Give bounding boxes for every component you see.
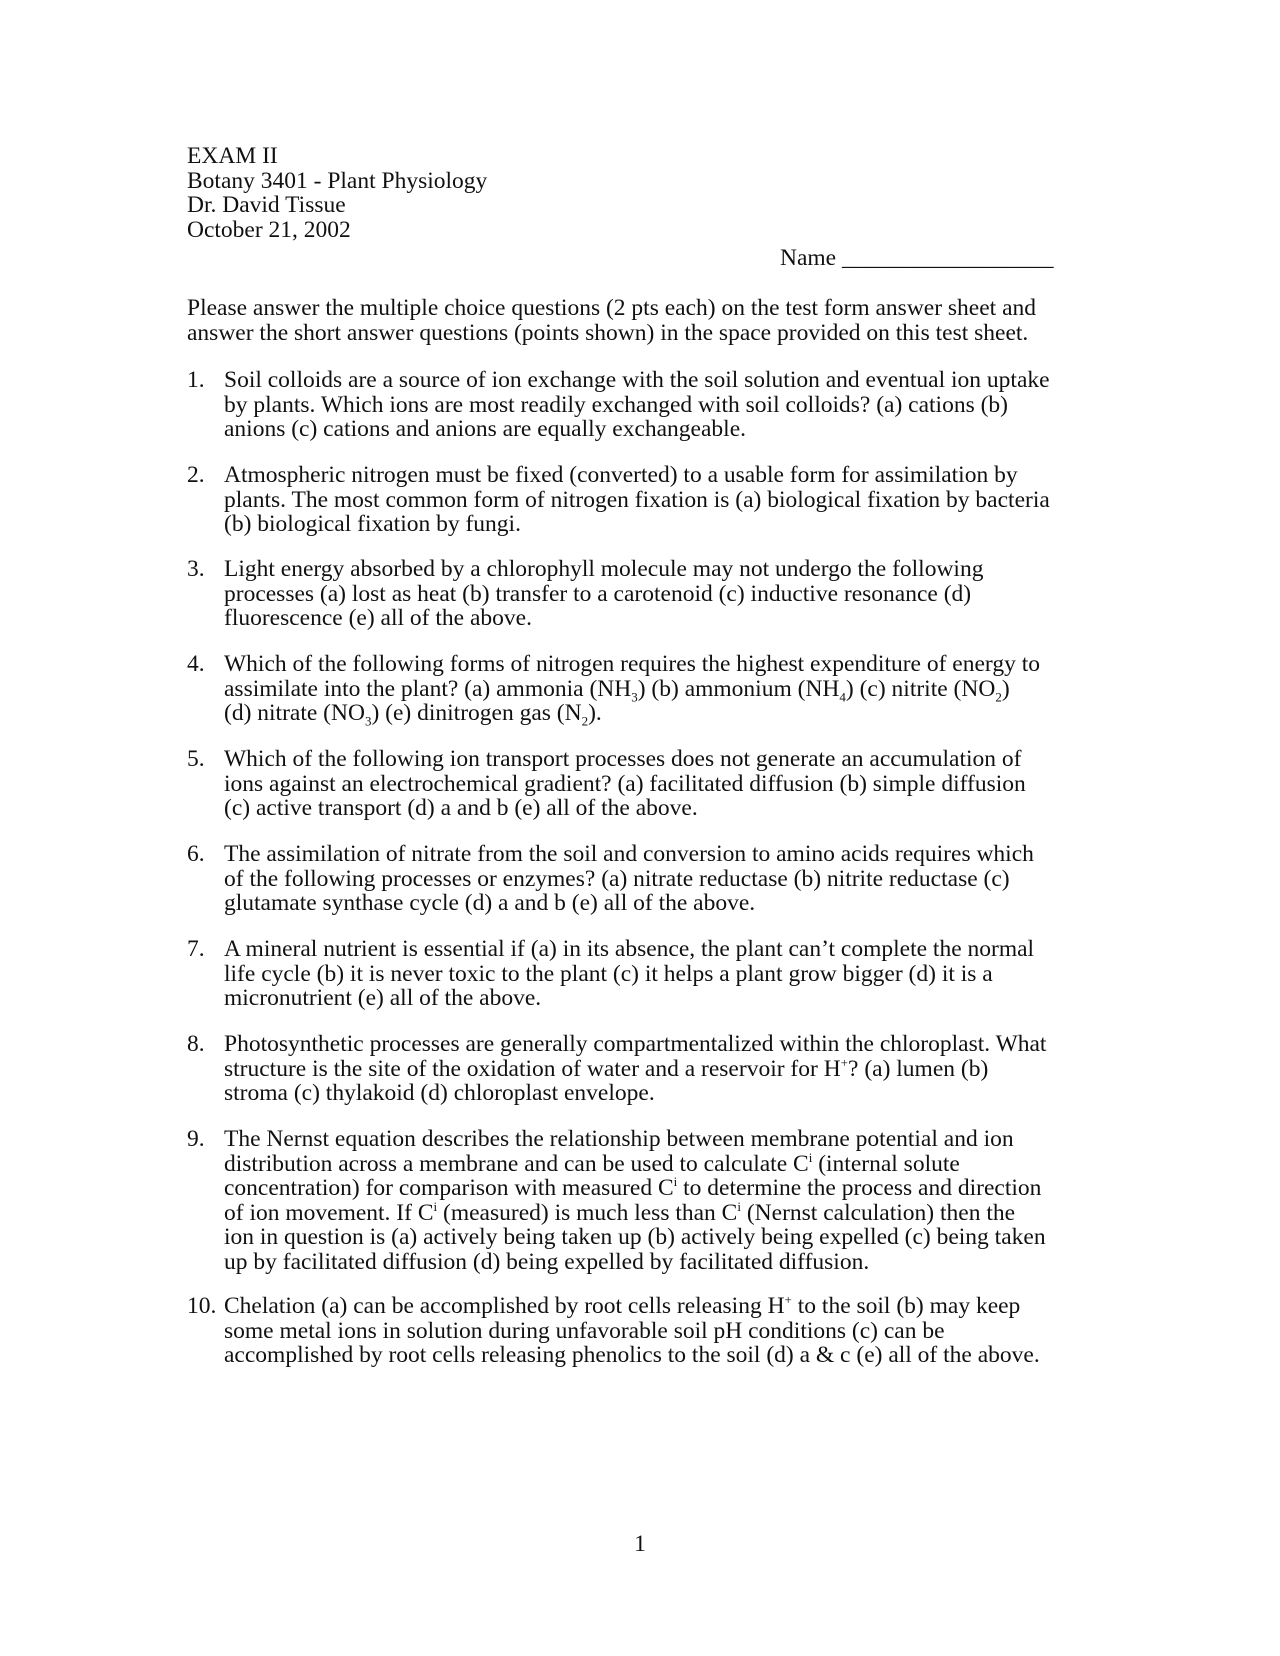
question-line: (d) nitrate $(NO_3)$ (e) dinitrogen gas $(N_2)$. [224,700,602,729]
question-line: Soil colloids are a source of ion exchange with the soil solution and eventual ion uptake [224,367,1050,393]
question-line: plants. The most common form of nitrogen fixation is (a) biological fixation by bacteria [224,486,1050,513]
question-text [224,557,983,631]
question-line: Light energy absorbed by a chlorophyll molecule may not undergo the following [224,556,984,582]
question-line: up by facilitated diffusion (d) being expelled by facilitated diffusion. [224,1248,870,1275]
exam-title: EXAM II [187,143,278,169]
instructions [187,296,1087,345]
question-line: distribution across a membrane and can be used to calculate $C^i$ (internal solute [224,1149,960,1177]
question-number: 1. [187,367,205,393]
question-line: (b) biological fixation by fungi. [224,511,521,537]
question-line: Which of the following ion transport processes does not generate an accumulation of [224,746,1022,772]
question-text [224,1127,1046,1274]
question-line: (c) active transport (d) a and b (e) all of the above. [224,795,698,821]
exam-date: October 21, 2002 [187,216,351,243]
question-line: stroma (c) thylakoid (d) chloroplast envelope. [224,1080,655,1106]
question-line: processes (a) lost as heat (b) transfer to a carotenoid (c) inductive resonance (d) [224,580,972,607]
instructions-line: answer the short answer questions (points shown) in the space provided on this test sheet. [187,319,1029,346]
question-line: ions against an electrochemical gradient? (a) facilitated diffusion (b) simple diffusion [224,770,1026,797]
question-number: 8. [187,1031,205,1057]
instructions-line: Please answer the multiple choice questions (2 pts each) on the test form answer sheet and [187,295,1037,321]
question-number: 3. [187,556,205,582]
question-text [224,842,1034,916]
question-line: of ion movement. If $C^i$ (measured) is much less than $C^i$ (Nernst calculation) then the [224,1198,1016,1226]
question-line: micronutrient (e) all of the above. [224,985,542,1011]
question-number: 9. [187,1126,205,1152]
question-text [224,1294,1040,1368]
question-number: 7. [187,936,205,962]
page-number: 1 [634,1531,646,1557]
question-line: some metal ions in solution during unfavorable soil pH conditions (c) can be [224,1317,945,1344]
question-line: anions (c) cations and anions are equally exchangeable. [224,416,747,442]
exam-header [187,144,487,242]
question-text [224,463,1050,537]
question-number: 4. [187,651,205,677]
course-title: Botany 3401 - Plant Physiology [187,167,488,194]
question-line: ion in question is (a) actively being taken up (b) actively being expelled (c) being taken [224,1224,1046,1250]
question-line: Which of the following forms of nitrogen requires the highest expenditure of energy to [224,651,1040,677]
question-line: life cycle (b) it is never toxic to the plant (c) it helps a plant grow bigger (d) it is a [224,960,993,987]
question-number: 6. [187,841,205,867]
question-text [224,937,1034,1011]
question-text [224,747,1026,821]
question-line: Photosynthetic processes are generally compartmentalized within the chloroplast. What [224,1031,1047,1057]
question-line: accomplished by root cells releasing phenolics to the soil (d) a & c (e) all of the above. [224,1342,1040,1368]
question-number: 10. [187,1293,217,1319]
question-number: 5. [187,746,205,772]
question-line: structure is the site of the oxidation of water and a reservoir for H+? (a) lumen (b) [224,1054,989,1082]
instructor-name: Dr. David Tissue [187,192,346,218]
question-line: Chelation (a) can be accomplished by root cells releasing H+ to the soil (b) may keep [224,1292,1021,1319]
question-line: glutamate synthase cycle (d) a and b (e) all of the above. [224,890,756,916]
question-line: by plants. Which ions are most readily exchanged with soil colloids? (a) cations (b) [224,391,1009,418]
question-line: assimilate into the plant? (a) ammonia $(NH_3)$ (b) ammonium $(NH_4)$ (c) nitrite $(NO_2)$ [224,675,1010,705]
student-name-field[interactable]: Name __________________ [780,245,1054,271]
question-number: 2. [187,462,205,488]
question-text [224,368,1050,442]
question-line: A mineral nutrient is essential if (a) in its absence, the plant can’t complete the normal [224,936,1035,962]
question-line: The Nernst equation describes the relationship between membrane potential and ion [224,1126,1014,1152]
question-text [224,1032,1046,1106]
question-line: Atmospheric nitrogen must be fixed (converted) to a usable form for assimilation by [224,462,1018,488]
question-line: fluorescence (e) all of the above. [224,605,532,631]
question-line: concentration) for comparison with measured $C^i$ to determine the process and direction [224,1174,1042,1201]
question-line: of the following processes or enzymes? (a) nitrate reductase (b) nitrite reductase (c) [224,865,1010,892]
question-line: The assimilation of nitrate from the soil and conversion to amino acids requires which [224,841,1034,867]
question-text [224,651,1040,729]
